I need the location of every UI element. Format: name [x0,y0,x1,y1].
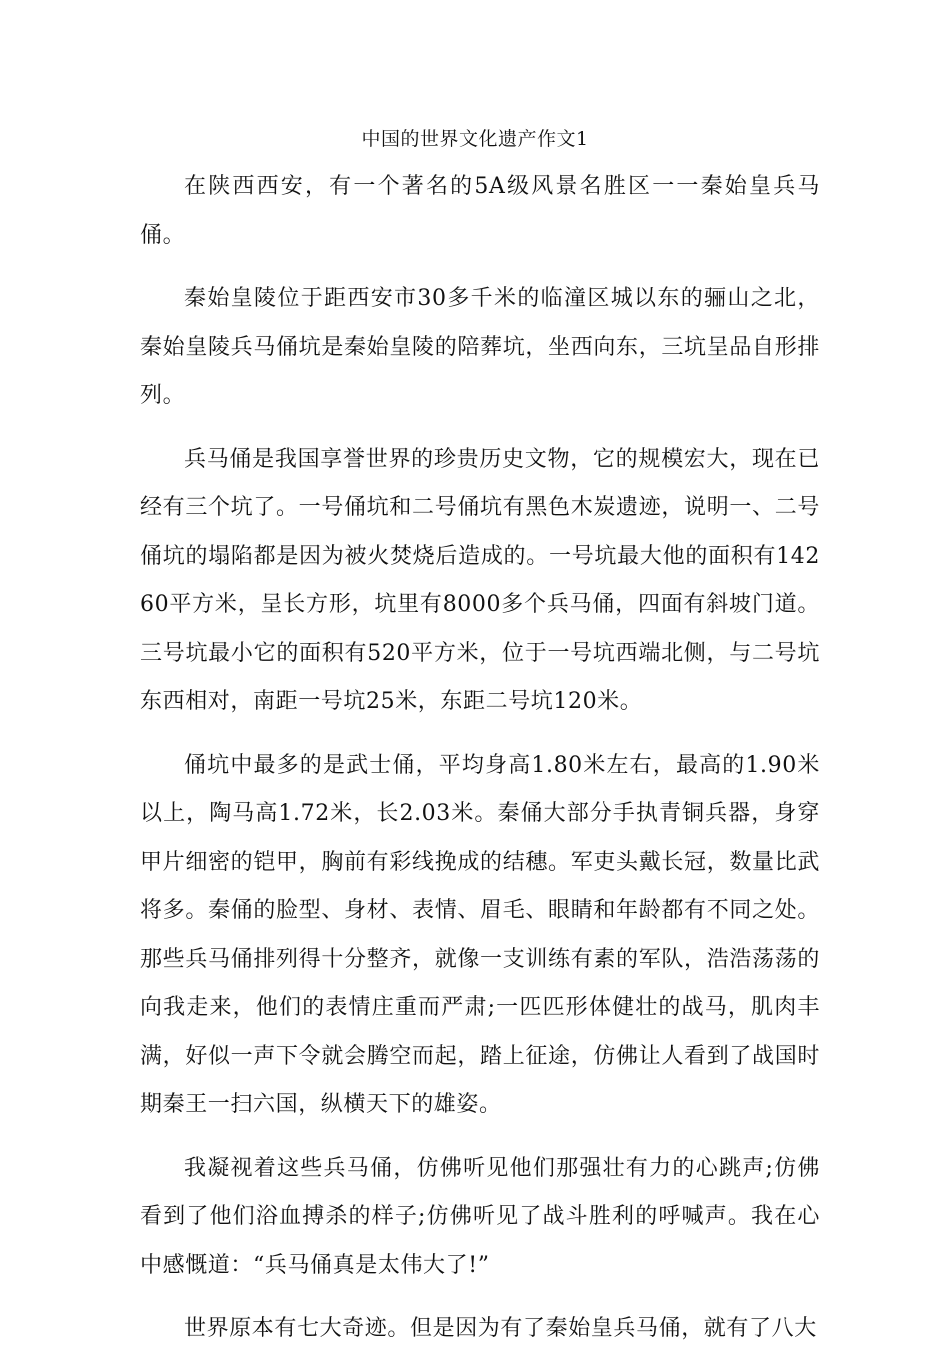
paragraph-5: 我凝视着这些兵马俑，仿佛听见他们那强壮有力的心跳声;仿佛看到了他们浴血搏杀的样子;仿佛听见了战斗胜利的呼喊声。我在心中感慨道：“兵马俑真是太伟大了!” [140,1155,820,1278]
paragraph-3: 兵马俑是我国享誉世界的珍贵历史文物，它的规模宏大，现在已经有三个坑了。一号俑坑和二号俑坑有黑色木炭遗迹，说明一、二号俑坑的塌陷都是因为被火焚烧后造成的。一号坑最大他的面积有14260平方米，呈长方形，坑里有8000多个兵马俑，四面有斜坡门道。三号坑最小它的面积有520平方米，位于一号坑西端北侧，与二号坑东西相对，南距一号坑25米，东距二号坑120米。 [140,446,820,714]
document-title: 中国的世界文化遗产作文1 [361,128,589,150]
paragraph-1: 在陕西西安，有一个著名的5A级风景名胜区一一秦始皇兵马俑。 [140,174,820,248]
paragraph-4: 俑坑中最多的是武士俑，平均身高1.80米左右，最高的1.90米以上，陶马高1.72米，长2.03米。秦俑大部分手执青铜兵器，身穿甲片细密的铠甲，胸前有彩线挽成的结穗。军吏头戴长冠，数量比武将多。秦俑的脸型、身材、表情、眉毛、眼睛和年龄都有不同之处。那些兵马俑排列得十分整齐，就像一支训练有素的军队，浩浩荡荡的向我走来，他们的表情庄重而严肃;一匹匹形体健壮的战马，肌肉丰满，好似一声下令就会腾空而起，踏上征途，仿佛让人看到了战国时期秦王一扫六国，纵横天下的雄姿。 [140,752,820,1117]
paragraph-2: 秦始皇陵位于距西安市30多千米的临潼区城以东的骊山之北，秦始皇陵兵马俑坑是秦始皇陵的陪葬坑，坐西向东，三坑呈品自形排列。 [140,286,820,408]
document-body [140,163,820,1369]
paragraph-6: 世界原本有七大奇迹。但是因为有了秦始皇兵马俑，就有了八大 [184,1316,817,1341]
